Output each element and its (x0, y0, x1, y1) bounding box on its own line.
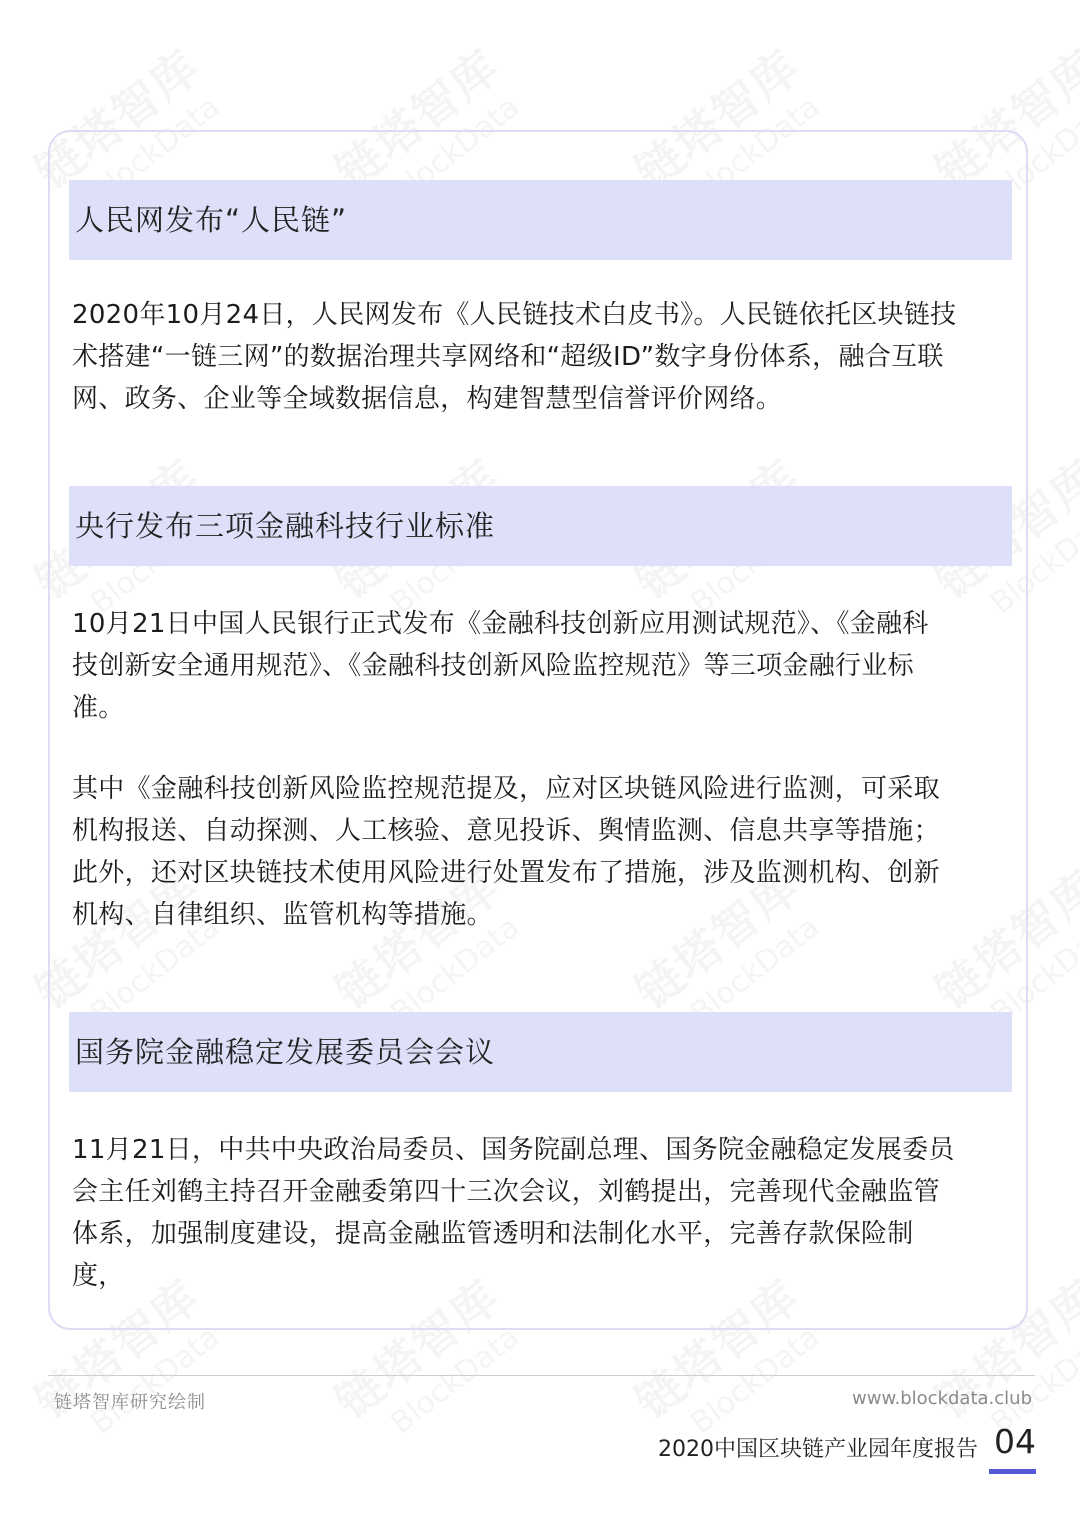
text-line: 11月21日，中共中央政治局委员、国务院副总理、国务院金融稳定发展委员 (72, 1135, 955, 1165)
section-2-paragraph-1 (72, 603, 1012, 729)
text-line: 会主任刘鹤主持召开金融委第四十三次会议，刘鹤提出，完善现代金融监管 (72, 1177, 940, 1207)
text-line: 其中《金融科技创新风险监控规范提及，应对区块链风险进行监测，可采取 (72, 774, 940, 804)
footer-credit: 链塔智库研究绘制 (54, 1392, 206, 1413)
page-number-accent-bar (989, 1469, 1036, 1474)
text-line: 机构、自律组织、监管机构等措施。 (72, 900, 493, 930)
section-title-2: 央行发布三项金融科技行业标准 (75, 509, 496, 543)
text-line: 术搭建“一链三网”的数据治理共享网络和“超级ID”数字身份体系，融合互联 (72, 342, 944, 372)
text-line: 此外，还对区块链技术使用风险进行处置发布了措施，涉及监测机构、创新 (72, 858, 940, 888)
section-title-1: 人民网发布“人民链” (75, 203, 348, 237)
text-line: 2020年10月24日，人民网发布《人民链技术白皮书》。人民链依托区块链技 (72, 300, 957, 330)
text-line: 技创新安全通用规范》、《金融科技创新风险监控规范》等三项金融行业标 (72, 651, 914, 681)
text-line: 度， (72, 1261, 125, 1291)
footer-url[interactable]: www.blockdata.club (852, 1388, 1032, 1409)
section-header-1 (69, 180, 1012, 260)
section-1-paragraph-1 (72, 294, 1012, 420)
text-line: 10月21日中国人民银行正式发布《金融科技创新应用测试规范》、《金融科 (72, 609, 929, 639)
section-title-3: 国务院金融稳定发展委员会会议 (75, 1035, 496, 1069)
footer-divider (48, 1375, 1035, 1376)
report-title: 2020中国区块链产业园年度报告 (658, 1437, 978, 1462)
text-line: 机构报送、自动探测、人工核验、意见投诉、舆情监测、信息共享等措施； (72, 816, 940, 846)
section-header-3 (69, 1012, 1012, 1092)
section-2-paragraph-2 (72, 768, 1012, 936)
text-line: 准。 (72, 693, 125, 723)
page-number: 04 (994, 1422, 1036, 1461)
text-line: 体系，加强制度建设，提高金融监管透明和法制化水平，完善存款保险制 (72, 1219, 914, 1249)
text-line: 网、政务、企业等全域数据信息，构建智慧型信誉评价网络。 (72, 384, 783, 414)
section-3-paragraph-1 (72, 1129, 1012, 1297)
section-header-2 (69, 486, 1012, 566)
